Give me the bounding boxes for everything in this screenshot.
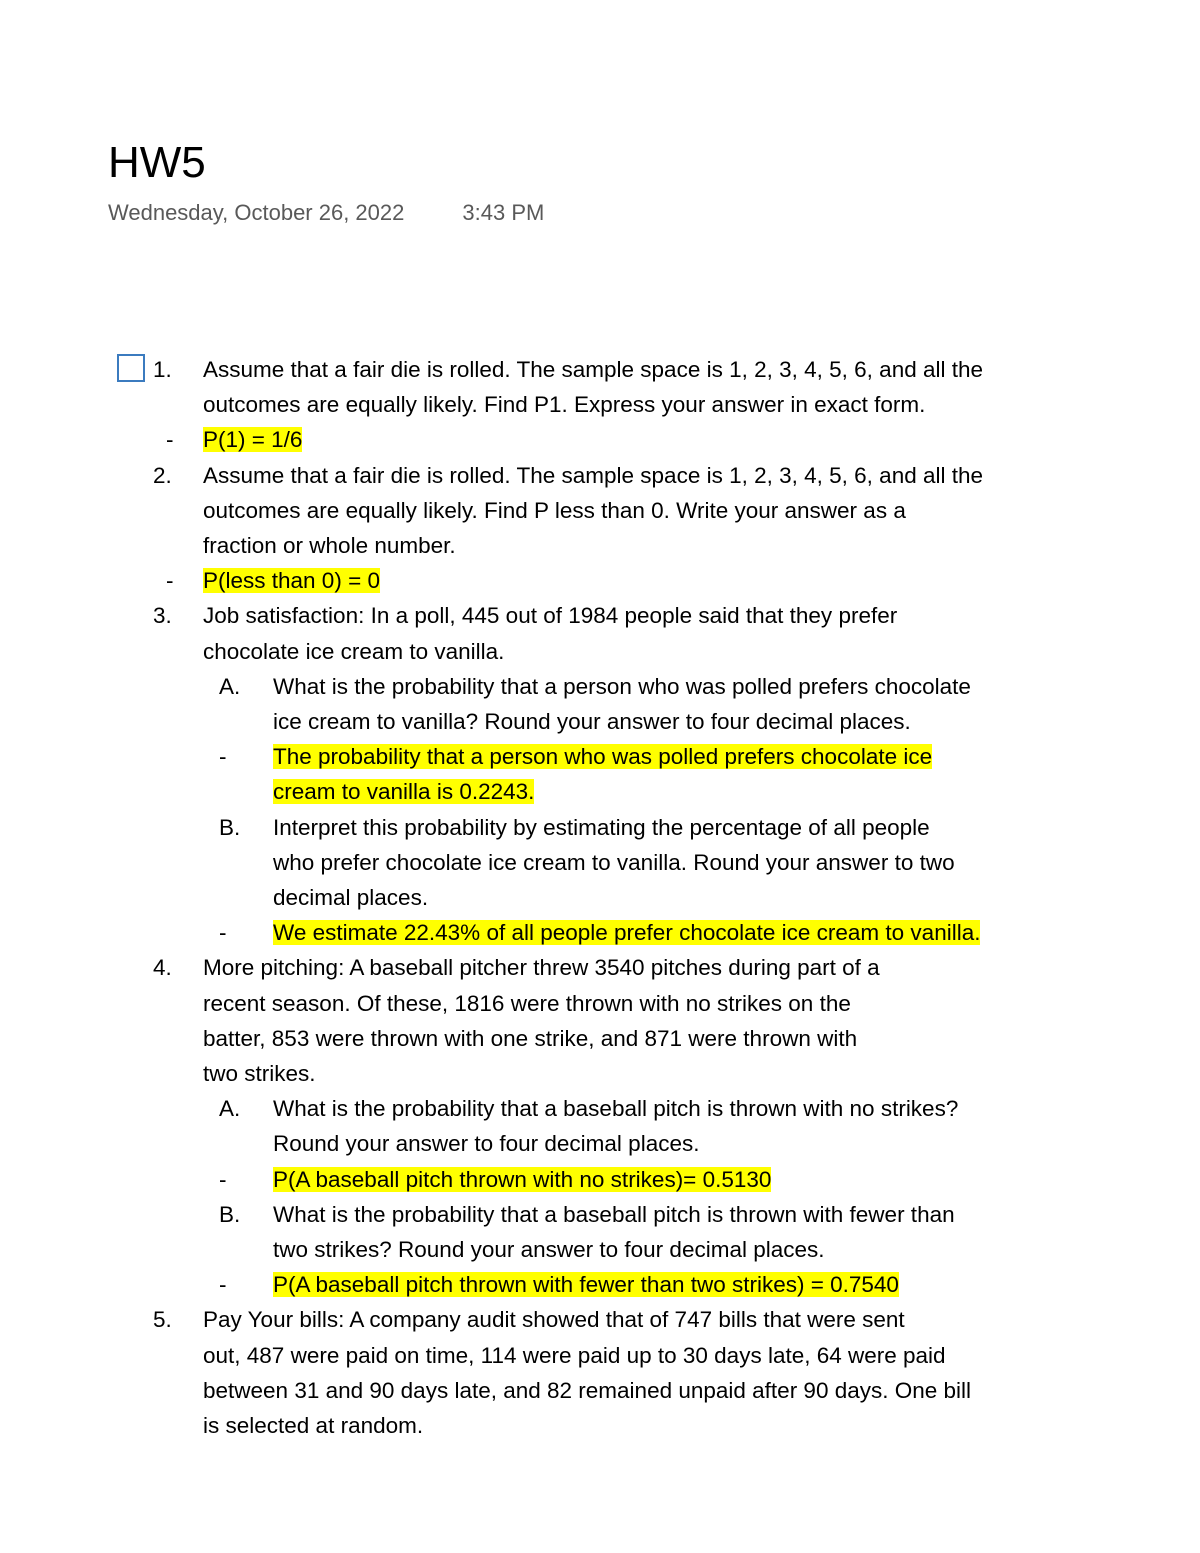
question-3b-line bbox=[0, 880, 1200, 915]
subquestion-text: Round your answer to four decimal places. bbox=[273, 1131, 700, 1157]
question-4-line bbox=[0, 1021, 1200, 1056]
question-4-line bbox=[0, 986, 1200, 1021]
question-4a-line bbox=[0, 1126, 1200, 1161]
page-time: 3:43 PM bbox=[462, 200, 545, 225]
question-text: recent season. Of these, 1816 were thrown with no strikes on the bbox=[203, 990, 851, 1016]
question-3a-line bbox=[0, 704, 1200, 739]
question-3-line bbox=[0, 598, 1200, 633]
question-3-line bbox=[0, 634, 1200, 669]
answer-text: P(less than 0) = 0 bbox=[203, 568, 380, 594]
question-1-line bbox=[0, 387, 1200, 422]
question-text: Assume that a fair die is rolled. The sample space is 1, 2, 3, 4, 5, 6, and all the bbox=[203, 462, 984, 488]
question-text: is selected at random. bbox=[203, 1413, 424, 1439]
subquestion-letter: B. bbox=[219, 814, 241, 840]
answer-4b bbox=[0, 1267, 1200, 1302]
bullet-dash: - bbox=[219, 1166, 227, 1192]
question-number: 2. bbox=[153, 462, 172, 488]
bullet-dash: - bbox=[219, 920, 227, 946]
question-5-line bbox=[0, 1373, 1200, 1408]
bullet-dash: - bbox=[219, 744, 227, 770]
question-5-line bbox=[0, 1302, 1200, 1337]
question-4a-line bbox=[0, 1091, 1200, 1126]
question-text: between 31 and 90 days late, and 82 remained unpaid after 90 days. One bill bbox=[203, 1377, 972, 1403]
question-text: outcomes are equally likely. Find P1. Express your answer in exact form. bbox=[203, 392, 926, 418]
subquestion-text: who prefer chocolate ice cream to vanilla. Round your answer to two bbox=[273, 849, 955, 875]
question-3b-line bbox=[0, 810, 1200, 845]
question-3a-line bbox=[0, 669, 1200, 704]
subquestion-text: What is the probability that a person who was polled prefers chocolate bbox=[273, 673, 971, 699]
subquestion-letter: A. bbox=[219, 1096, 241, 1122]
answer-3b bbox=[0, 915, 1200, 950]
subquestion-letter: B. bbox=[219, 1201, 241, 1227]
answer-text: P(A baseball pitch thrown with fewer than two strikes) = 0.7540 bbox=[273, 1272, 899, 1298]
answer-3a bbox=[0, 739, 1200, 774]
answer-text: P(A baseball pitch thrown with no strikes)= 0.5130 bbox=[273, 1166, 772, 1192]
question-4b-line bbox=[0, 1232, 1200, 1267]
bullet-dash: - bbox=[166, 427, 174, 453]
question-number: 1. bbox=[153, 357, 172, 382]
question-text: Job satisfaction: In a poll, 445 out of 1984 people said that they prefer bbox=[203, 603, 898, 629]
subquestion-text: Interpret this probability by estimating the percentage of all people bbox=[273, 814, 930, 840]
question-2-line bbox=[0, 458, 1200, 493]
subquestion-text: decimal places. bbox=[273, 885, 429, 911]
answer-4a bbox=[0, 1162, 1200, 1197]
question-1-line bbox=[0, 352, 1200, 387]
question-2-line bbox=[0, 493, 1200, 528]
question-4b-line bbox=[0, 1197, 1200, 1232]
question-text: batter, 853 were thrown with one strike, and 871 were thrown with bbox=[203, 1025, 858, 1051]
subquestion-letter: A. bbox=[219, 673, 241, 699]
question-4-line bbox=[0, 950, 1200, 985]
answer-text: We estimate 22.43% of all people prefer chocolate ice cream to vanilla. bbox=[273, 920, 981, 946]
question-text: More pitching: A baseball pitcher threw 3540 pitches during part of a bbox=[203, 955, 880, 981]
subquestion-text: two strikes? Round your answer to four decimal places. bbox=[273, 1237, 825, 1263]
bullet-dash: - bbox=[219, 1272, 227, 1298]
question-4-line bbox=[0, 1056, 1200, 1091]
question-text: out, 487 were paid on time, 114 were paid up to 30 days late, 64 were paid bbox=[203, 1342, 946, 1368]
question-number: 5. bbox=[153, 1307, 172, 1333]
question-5-line bbox=[0, 1338, 1200, 1373]
question-text: Assume that a fair die is rolled. The sample space is 1, 2, 3, 4, 5, 6, and all the bbox=[203, 357, 984, 382]
subquestion-text: What is the probability that a baseball pitch is thrown with fewer than bbox=[273, 1201, 955, 1227]
answer-text: The probability that a person who was polled prefers chocolate ice bbox=[273, 744, 933, 770]
answer-text: cream to vanilla is 0.2243. bbox=[273, 779, 535, 805]
question-number: 4. bbox=[153, 955, 172, 981]
page-meta bbox=[108, 198, 544, 228]
question-3b-line bbox=[0, 845, 1200, 880]
question-text: Pay Your bills: A company audit showed that of 747 bills that were sent bbox=[203, 1307, 905, 1333]
answer-3a bbox=[0, 774, 1200, 809]
homework-content bbox=[0, 352, 1200, 1443]
answer-text: P(1) = 1/6 bbox=[203, 427, 303, 453]
question-text: fraction or whole number. bbox=[203, 533, 456, 559]
answer-2 bbox=[0, 563, 1200, 598]
page-title: HW5 bbox=[108, 138, 206, 187]
question-5-line bbox=[0, 1408, 1200, 1443]
subquestion-text: ice cream to vanilla? Round your answer to four decimal places. bbox=[273, 709, 911, 735]
question-text: outcomes are equally likely. Find P less than 0. Write your answer as a bbox=[203, 497, 906, 523]
question-text: two strikes. bbox=[203, 1061, 316, 1087]
answer-1 bbox=[0, 422, 1200, 457]
bullet-dash: - bbox=[166, 568, 174, 594]
question-2-line bbox=[0, 528, 1200, 563]
question-text: chocolate ice cream to vanilla. bbox=[203, 638, 505, 664]
subquestion-text: What is the probability that a baseball pitch is thrown with no strikes? bbox=[273, 1096, 959, 1122]
question-number: 3. bbox=[153, 603, 172, 629]
page-date: Wednesday, October 26, 2022 bbox=[108, 200, 405, 225]
